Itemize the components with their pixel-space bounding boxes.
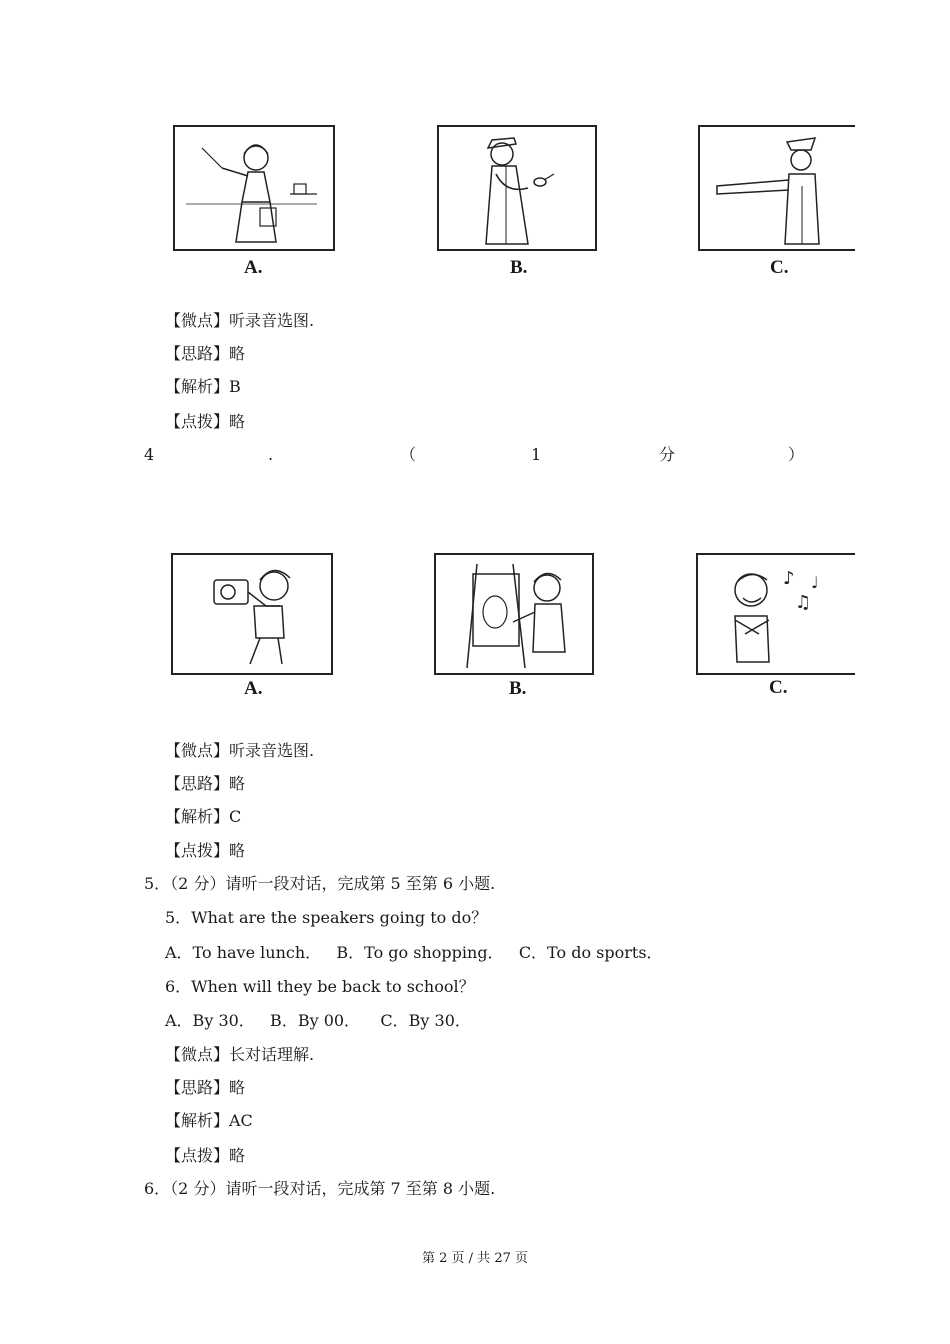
page-footer: 第 2 页 / 共 27 页 — [422, 1251, 528, 1266]
q5-silu: 【思路】略 — [165, 1078, 246, 1097]
q4-score: 1 — [531, 445, 542, 464]
q4-silu: 【思路】略 — [165, 774, 246, 793]
q4-dot: . — [268, 445, 274, 464]
q4-caption-c: C. — [769, 677, 788, 698]
q5-heading: 5．（2 分）请听一段对话，完成第 5 至第 6 小题. — [144, 874, 496, 893]
q5-sub6-question: 6．When will they be back to school？ — [165, 977, 475, 996]
q3-jiexi: 【解析】B — [165, 377, 241, 396]
q4-heading — [0, 445, 950, 465]
q4-dianbo: 【点拨】略 — [165, 841, 246, 860]
q4-picture-b — [433, 552, 595, 676]
svg-text:♩: ♩ — [811, 573, 819, 592]
q3-picture-a — [172, 124, 336, 252]
q4-picture-c — [695, 552, 855, 676]
q3-picture-b — [436, 124, 598, 252]
svg-text:♪: ♪ — [783, 568, 795, 589]
q3-caption-c: C. — [770, 257, 789, 278]
q3-dianbo: 【点拨】略 — [165, 412, 246, 431]
q4-number: 4 — [144, 445, 155, 464]
q5-weidian: 【微点】长对话理解. — [165, 1045, 315, 1064]
q4-close-paren: ） — [788, 445, 805, 464]
q4-weidian: 【微点】听录音选图. — [165, 741, 315, 760]
q4-open-paren: （ — [400, 445, 417, 464]
q5-sub6-options: A．By 30． B．By 00． C．By 30． — [165, 1011, 471, 1030]
q3-caption-b: B. — [510, 257, 528, 278]
q4-caption-a: A. — [244, 678, 263, 699]
q3-caption-a: A. — [244, 257, 263, 278]
q4-jiexi: 【解析】C — [165, 807, 242, 826]
q5-jiexi: 【解析】AC — [165, 1111, 253, 1130]
q5-sub5-options: A．To have lunch． B．To go shopping． C．To do sports． — [165, 943, 663, 962]
q3-silu: 【思路】略 — [165, 344, 246, 363]
svg-text:♫: ♫ — [795, 592, 812, 613]
q3-weidian: 【微点】听录音选图. — [165, 311, 315, 330]
q3-picture-c — [697, 124, 855, 252]
q4-picture-a — [170, 552, 334, 676]
q5-dianbo: 【点拨】略 — [165, 1146, 246, 1165]
q4-caption-b: B. — [509, 678, 527, 699]
q4-fen: 分 — [659, 445, 676, 464]
q6-heading: 6．（2 分）请听一段对话，完成第 7 至第 8 小题. — [144, 1179, 496, 1198]
q5-sub5-question: 5．What are the speakers going to do？ — [165, 908, 488, 927]
